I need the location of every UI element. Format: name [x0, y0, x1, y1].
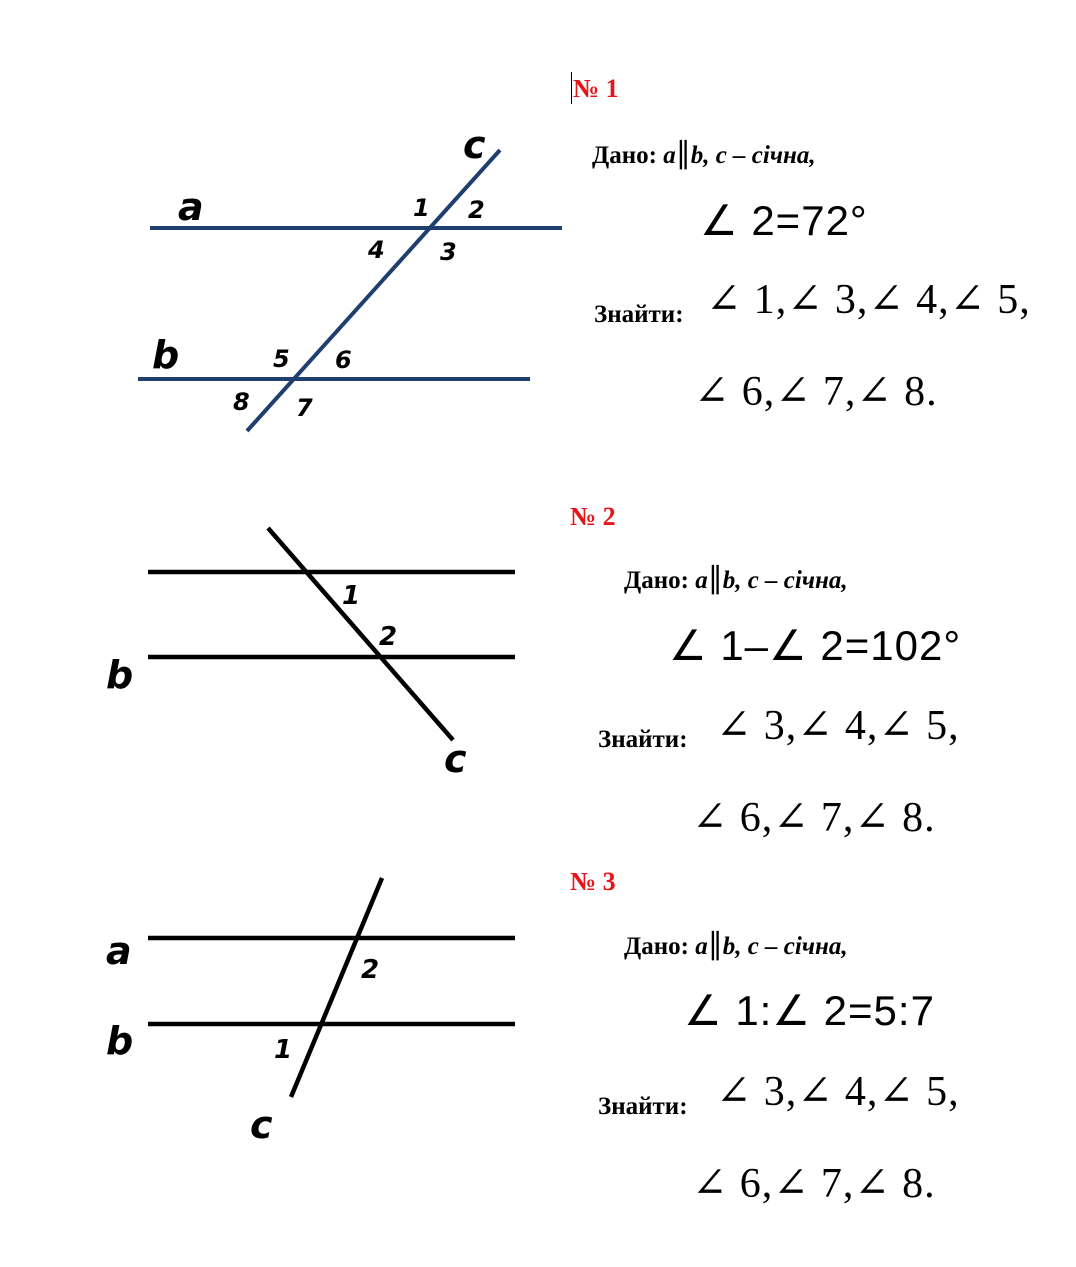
given-label: Дано: — [592, 142, 657, 169]
secant-statement: c – січна, — [747, 933, 848, 960]
given-statement — [592, 136, 816, 171]
find-label: Знайти: — [594, 301, 684, 328]
given-statement — [624, 561, 848, 596]
find-line-1: ∠ 1,∠ 3,∠ 4,∠ 5, — [706, 277, 1031, 323]
label-c: c — [250, 1103, 273, 1147]
angle-label-6: 6 — [335, 346, 352, 374]
condition: ∠ 1:∠ 2=5:7 — [684, 987, 935, 1034]
find-line-2: ∠ 6,∠ 7,∠ 8. — [692, 1161, 936, 1207]
text-cursor — [571, 72, 572, 104]
angle-label-2: 2 — [379, 622, 398, 652]
condition: ∠ 1–∠ 2=102° — [669, 622, 962, 669]
diagram-2 — [148, 528, 515, 740]
line-a-symbol: a — [695, 933, 708, 960]
line-a-symbol: a — [663, 142, 676, 169]
angle-label-5: 5 — [273, 345, 290, 373]
find-line-1: ∠ 3,∠ 4,∠ 5, — [716, 1069, 960, 1115]
parallel-symbol: ∥ — [675, 137, 691, 170]
label-c: c — [444, 737, 467, 781]
label-a: a — [106, 929, 132, 973]
problem-number: № 2 — [570, 502, 616, 531]
find-line-1: ∠ 3,∠ 4,∠ 5, — [716, 703, 960, 749]
find-label: Знайти: — [598, 1093, 688, 1120]
given-label: Дано: — [624, 567, 689, 594]
angle-label-1: 1 — [342, 581, 361, 611]
angle-label-2: 2 — [468, 196, 485, 224]
angle-label-2: 2 — [361, 955, 380, 985]
angle-label-3: 3 — [440, 238, 457, 266]
line-b-symbol: b, — [722, 933, 742, 960]
find-line-2: ∠ 6,∠ 7,∠ 8. — [692, 795, 936, 841]
label-b: b — [106, 1019, 134, 1063]
secant-statement: c – січна, — [747, 567, 848, 594]
secant-statement: c – січна, — [715, 142, 816, 169]
label-c: c — [463, 123, 486, 167]
given-label: Дано: — [624, 933, 689, 960]
diagram-2-labels — [106, 581, 467, 781]
problem-number: № 3 — [570, 867, 616, 896]
find-label: Знайти: — [598, 726, 688, 753]
angle-label-1: 1 — [274, 1035, 293, 1065]
given-statement — [624, 927, 848, 962]
problem-number: № 1 — [573, 74, 619, 103]
angle-label-1: 1 — [413, 194, 430, 222]
condition: ∠ 2=72° — [700, 197, 868, 244]
find-line-2: ∠ 6,∠ 7,∠ 8. — [694, 369, 938, 415]
secant-c — [247, 150, 500, 431]
line-a-symbol: a — [695, 567, 708, 594]
diagram-3-labels — [106, 929, 379, 1147]
parallel-symbol: ∥ — [707, 562, 723, 595]
parallel-symbol: ∥ — [707, 928, 723, 961]
label-b: b — [106, 653, 134, 697]
label-b: b — [152, 333, 180, 377]
label-a: a — [178, 185, 204, 229]
angle-label-7: 7 — [296, 394, 313, 422]
angle-label-8: 8 — [233, 388, 250, 416]
diagram-3 — [148, 878, 515, 1097]
line-b-symbol: b, — [690, 142, 710, 169]
secant-c — [268, 528, 453, 740]
angle-label-4: 4 — [368, 236, 385, 264]
secant-c — [291, 878, 382, 1097]
line-b-symbol: b, — [722, 567, 742, 594]
